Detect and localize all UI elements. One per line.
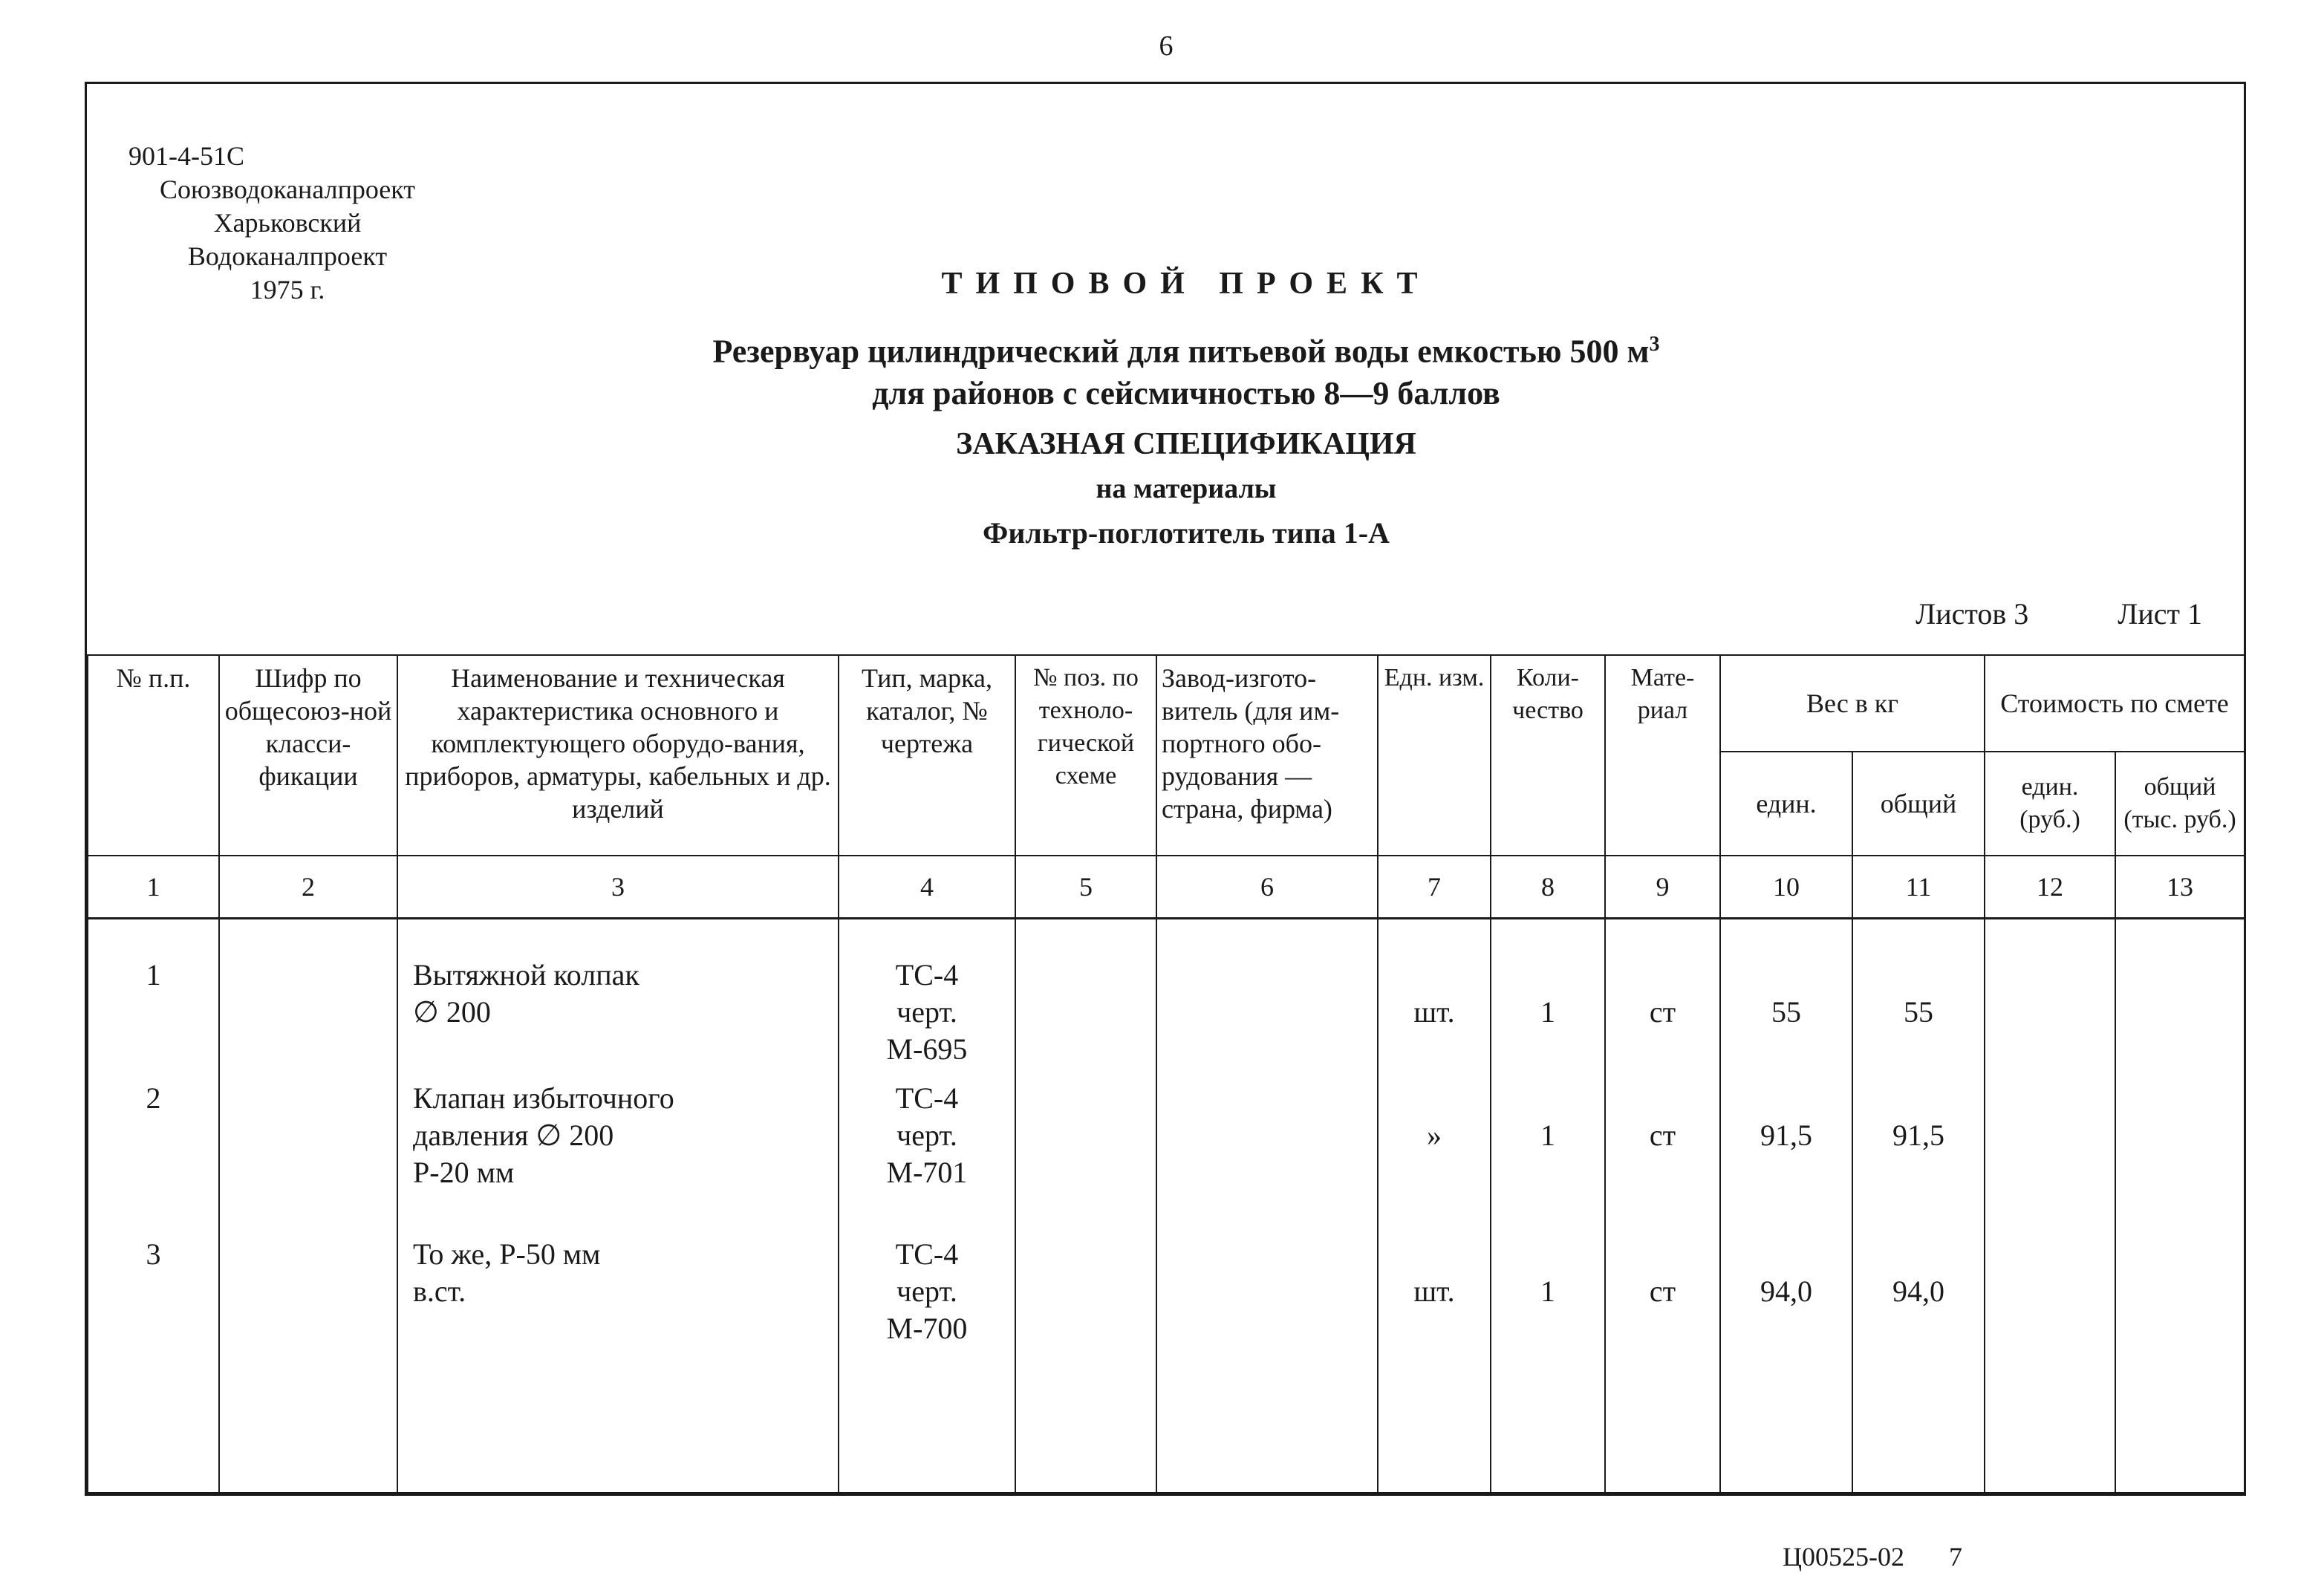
column-index: 12: [1985, 856, 2115, 918]
sheet-current: Лист 1: [2118, 597, 2202, 631]
cell-cost-total: [2115, 1230, 2245, 1493]
header-name: Наименование и техническая характеристика основного и комплектующего оборудо-вания, приборов, арматуры, кабельных и др. изделий: [397, 655, 839, 856]
cell-position: [1015, 918, 1156, 1074]
spec-subject: на материалы: [1096, 472, 1277, 504]
cell-position: [1015, 1230, 1156, 1493]
cell-weight-unit: 94,0: [1720, 1230, 1852, 1493]
page-number: 6: [1159, 30, 1174, 62]
header-maker: Завод-изгото-витель (для им-портного обо-рудования — страна, фирма): [1156, 655, 1378, 856]
column-index: 13: [2115, 856, 2245, 918]
cell-weight-total: 94,0: [1852, 1230, 1985, 1493]
cell-cost-total: [2115, 918, 2245, 1074]
specification-table: [87, 654, 2245, 1494]
header-num: № п.п.: [88, 655, 219, 856]
cell-name: Вытяжной колпак ∅ 200: [397, 918, 839, 1074]
table-row: [88, 1230, 2245, 1493]
header-weight: Вес в кг: [1720, 655, 1985, 752]
project-name: [458, 324, 1914, 373]
cell-cost-unit: [1985, 1230, 2115, 1493]
cell-cost-unit: [1985, 1074, 2115, 1230]
cell-cost-unit: [1985, 918, 2115, 1074]
project-kind: ТИПОВОЙ ПРОЕКТ: [941, 267, 1431, 301]
column-index: 3: [397, 856, 839, 918]
header-cost-unit: един. (руб.): [1985, 752, 2115, 856]
column-index: 4: [839, 856, 1015, 918]
header-type: Тип, марка, каталог, № чертежа: [839, 655, 1015, 856]
project-name-line1: Резервуар цилиндрический для питьевой воды емкостью 500 м: [712, 333, 1650, 370]
cell-quantity: 1: [1491, 1230, 1605, 1493]
header-material: Мате-риал: [1605, 655, 1720, 856]
header-unit: Едн. изм.: [1378, 655, 1491, 856]
cell-code: [219, 918, 397, 1074]
organization-block: [128, 140, 443, 307]
cell-unit: шт.: [1378, 918, 1491, 1074]
cell-maker: [1156, 1074, 1378, 1230]
footer-code: Ц00525-02: [1783, 1542, 1904, 1572]
project-name-line2: для районов с сейсмичностью 8—9 баллов: [872, 374, 1500, 411]
cell-maker: [1156, 1230, 1378, 1493]
cell-quantity: 1: [1491, 1074, 1605, 1230]
cell-maker: [1156, 918, 1378, 1074]
header-position: № поз. по техноло-гической схеме: [1015, 655, 1156, 856]
cell-quantity: 1: [1491, 918, 1605, 1074]
header-row: [88, 655, 2245, 752]
cell-name: Клапан избыточного давления ∅ 200 Р-20 мм: [397, 1074, 839, 1230]
sheets-info: [1915, 596, 2202, 631]
header-weight-unit: един.: [1720, 752, 1852, 856]
column-index: 9: [1605, 856, 1720, 918]
footer-page: 7: [1949, 1542, 1962, 1572]
cell-name: То же, Р-50 мм в.ст.: [397, 1230, 839, 1493]
spec-item: Фильтр-поглотитель типа 1-А: [983, 515, 1390, 550]
cell-num: 1: [88, 918, 219, 1074]
column-index: 11: [1852, 856, 1985, 918]
cell-weight-unit: 91,5: [1720, 1074, 1852, 1230]
cell-unit: шт.: [1378, 1230, 1491, 1493]
organization-line: Союзводоканалпроект: [159, 175, 416, 204]
specification-sheet: [85, 82, 2246, 1496]
cell-code: [219, 1230, 397, 1493]
cell-code: [219, 1074, 397, 1230]
cell-weight-unit: 55: [1720, 918, 1852, 1074]
table-row: [88, 918, 2245, 1074]
cell-unit: »: [1378, 1074, 1491, 1230]
cell-material: ст: [1605, 1074, 1720, 1230]
cell-weight-total: 55: [1852, 918, 1985, 1074]
cell-type: ТС-4 черт. М-700: [839, 1230, 1015, 1493]
cell-cost-total: [2115, 1074, 2245, 1230]
project-name-superscript: 3: [1649, 333, 1660, 356]
project-code: 901-4-51С: [128, 141, 244, 171]
cell-weight-total: 91,5: [1852, 1074, 1985, 1230]
cell-num: 3: [88, 1230, 219, 1493]
column-index: 2: [219, 856, 397, 918]
column-index-row: [88, 856, 2245, 918]
column-index: 10: [1720, 856, 1852, 918]
header-cost: Стоимость по смете: [1985, 655, 2245, 752]
organization-line: Харьковский: [213, 208, 362, 238]
cell-material: ст: [1605, 918, 1720, 1074]
header-quantity: Коли-чество: [1491, 655, 1605, 856]
header-cost-total: общий (тыс. руб.): [2115, 752, 2245, 856]
column-index: 8: [1491, 856, 1605, 918]
spec-title: ЗАКАЗНАЯ СПЕЦИФИКАЦИЯ: [956, 426, 1416, 461]
sheets-total: Листов 3: [1915, 597, 2029, 631]
cell-type: ТС-4 черт. М-695: [839, 918, 1015, 1074]
title-block: [458, 266, 1914, 550]
footer: [1783, 1541, 1962, 1572]
cell-type: ТС-4 черт. М-701: [839, 1074, 1015, 1230]
cell-position: [1015, 1074, 1156, 1230]
organization-line: Водоканалпроект: [187, 241, 388, 271]
organization-year: 1975 г.: [250, 275, 325, 305]
column-index: 6: [1156, 856, 1378, 918]
table-row: [88, 1074, 2245, 1230]
table-body: [88, 918, 2245, 1493]
column-index: 7: [1378, 856, 1491, 918]
cell-material: ст: [1605, 1230, 1720, 1493]
column-index: 1: [88, 856, 219, 918]
column-index: 5: [1015, 856, 1156, 918]
header-weight-total: общий: [1852, 752, 1985, 856]
cell-num: 2: [88, 1074, 219, 1230]
header-code: Шифр по общесоюз-ной класси-фикации: [219, 655, 397, 856]
